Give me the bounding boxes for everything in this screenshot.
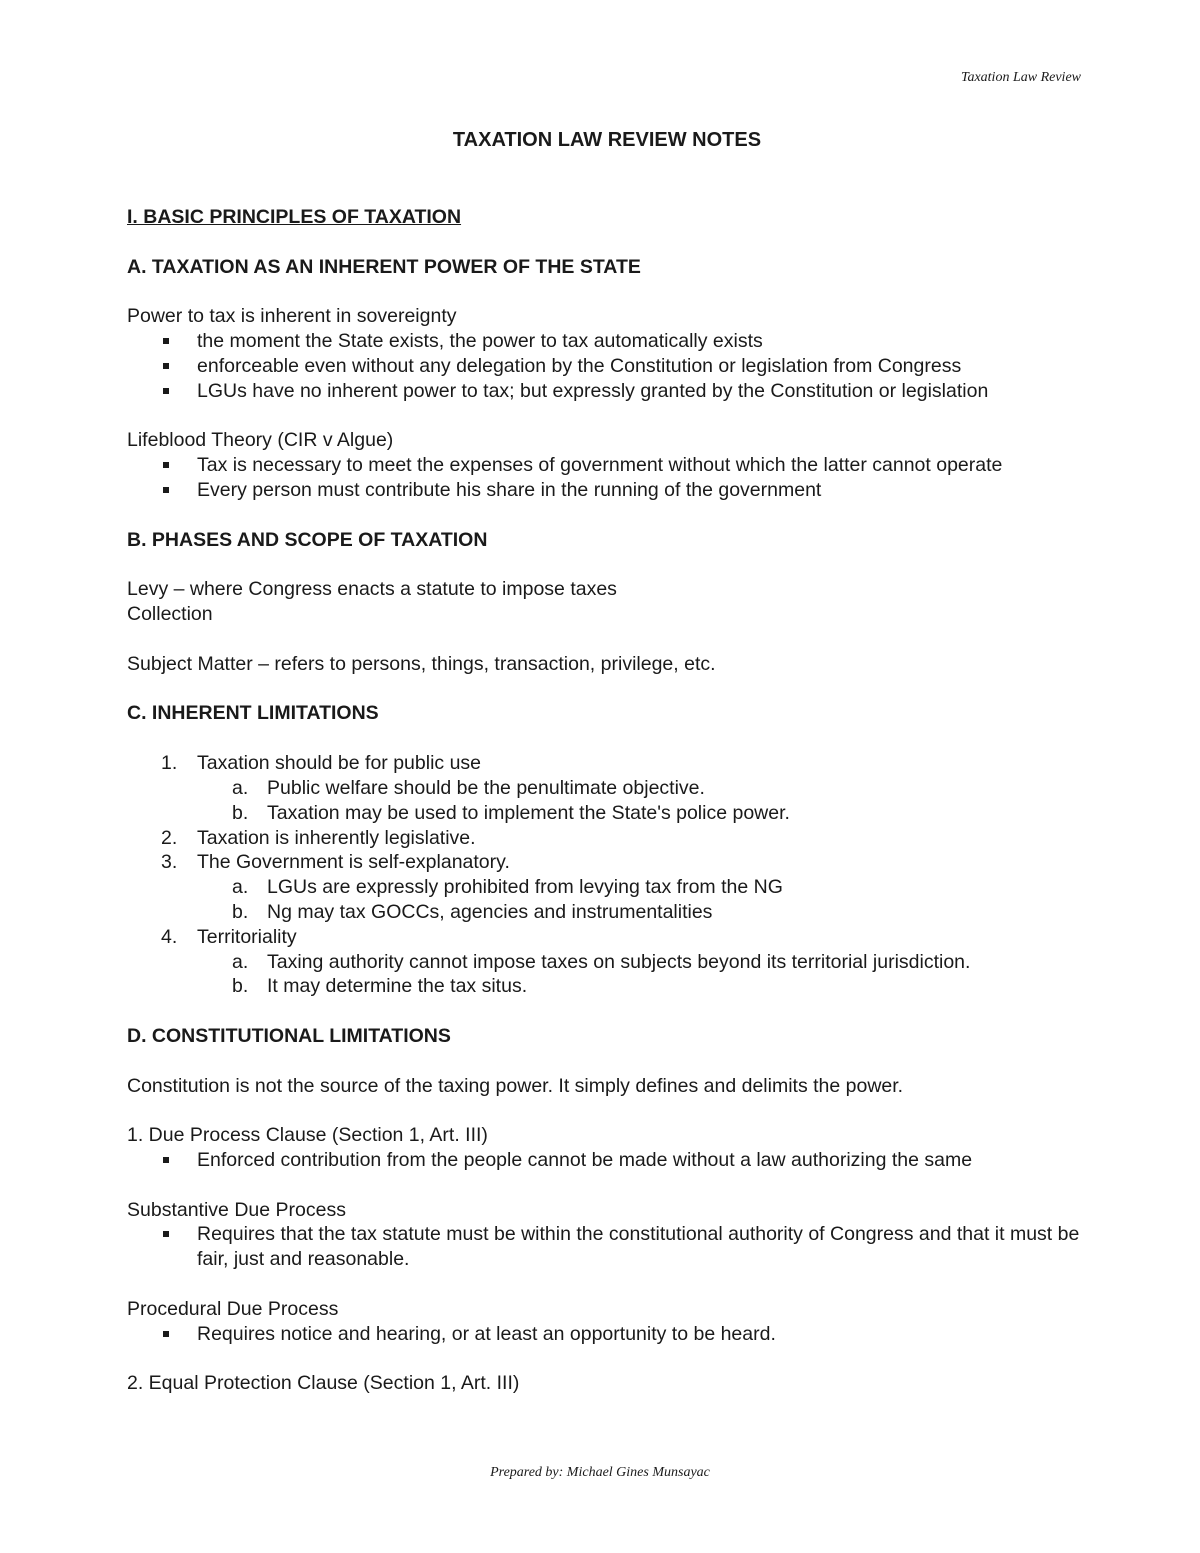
paragraph: Power to tax is inherent in sovereignty (127, 305, 457, 328)
paragraph: Constitution is not the source of the taxing power. It simply defines and delimits the power. (127, 1074, 904, 1097)
subheading: Procedural Due Process (127, 1297, 339, 1320)
item-text: Taxation may be used to implement the State's police power. (267, 801, 790, 824)
subheading: 2. Equal Protection Clause (Section 1, Art. III) (127, 1372, 520, 1395)
bullet-list (127, 1148, 1087, 1173)
bullet-item: Every person must contribute his share in the running of the government (197, 478, 1087, 503)
lettered-item (127, 801, 1087, 826)
item-letter: b. (232, 900, 249, 923)
bullet-item: Tax is necessary to meet the expenses of government without which the latter cannot operate (197, 453, 1087, 478)
item-text: It may determine the tax situs. (267, 975, 528, 998)
item-text: The Government is self-explanatory. (197, 851, 510, 874)
document-title: TAXATION LAW REVIEW NOTES (452, 129, 762, 151)
section-b-heading: B. PHASES AND SCOPE OF TAXATION (127, 528, 488, 551)
item-text: Taxation should be for public use (197, 752, 482, 775)
item-text: Taxing authority cannot impose taxes on subjects beyond its territorial jurisdiction. (267, 950, 971, 973)
item-number: 4. (161, 925, 178, 948)
bullet-item: Requires that the tax statute must be within the constitutional authority of Congress and that it must be fair, just and reasonable. (197, 1222, 1087, 1272)
bullet-list (127, 1322, 1087, 1347)
item-letter: a. (232, 876, 249, 899)
lettered-item (127, 974, 1087, 999)
bullet-item: enforceable even without any delegation by the Constitution or legislation from Congress (197, 354, 1087, 379)
section-d-heading: D. CONSTITUTIONAL LIMITATIONS (127, 1024, 451, 1047)
item-number: 3. (161, 851, 178, 874)
item-text: LGUs are expressly prohibited from levying tax from the NG (267, 876, 783, 899)
numbered-item (127, 826, 1087, 851)
subheading: Substantive Due Process (127, 1198, 346, 1221)
bullet-list (127, 1222, 1087, 1272)
bullet-list (127, 453, 1087, 503)
item-text: Ng may tax GOCCs, agencies and instrumentalities (267, 900, 713, 923)
item-text: Territoriality (197, 925, 297, 948)
numbered-item (127, 925, 1087, 999)
bullet-item: LGUs have no inherent power to tax; but expressly granted by the Constitution or legislation (197, 379, 1087, 404)
item-text: Public welfare should be the penultimate objective. (267, 776, 705, 799)
document-body (127, 128, 1087, 1396)
paragraph: Collection (127, 603, 213, 626)
lettered-item (127, 776, 1087, 801)
bullet-item: Requires notice and hearing, or at least an opportunity to be heard. (197, 1322, 1087, 1347)
paragraph: Subject Matter – refers to persons, things, transaction, privilege, etc. (127, 652, 716, 675)
item-letter: a. (232, 950, 249, 973)
bullet-item: the moment the State exists, the power to tax automatically exists (197, 329, 1087, 354)
lettered-item (127, 875, 1087, 900)
item-letter: b. (232, 801, 249, 824)
bullet-list (127, 329, 1087, 403)
lettered-item (127, 950, 1087, 975)
numbered-item (127, 751, 1087, 825)
running-header: Taxation Law Review (960, 70, 1081, 85)
lettered-list (197, 875, 1087, 925)
section-a-heading: A. TAXATION AS AN INHERENT POWER OF THE STATE (127, 255, 641, 278)
lettered-list (197, 776, 1087, 826)
numbered-item (127, 850, 1087, 924)
page-footer: Prepared by: Michael Gines Munsayac (490, 1465, 710, 1480)
section-c-heading: C. INHERENT LIMITATIONS (127, 702, 379, 725)
item-number: 2. (161, 826, 178, 849)
subheading: 1. Due Process Clause (Section 1, Art. III) (127, 1124, 488, 1147)
paragraph: Levy – where Congress enacts a statute to impose taxes (127, 578, 617, 601)
paragraph: Lifeblood Theory (CIR v Algue) (127, 429, 394, 452)
lettered-list (197, 950, 1087, 1000)
item-number: 1. (161, 752, 178, 775)
bullet-item: Enforced contribution from the people cannot be made without a law authorizing the same (197, 1148, 1087, 1173)
part-heading: I. BASIC PRINCIPLES OF TAXATION (127, 205, 462, 228)
lettered-item (127, 900, 1087, 925)
numbered-list (127, 751, 1087, 999)
item-text: Taxation is inherently legislative. (197, 826, 476, 849)
item-letter: a. (232, 776, 249, 799)
item-letter: b. (232, 975, 249, 998)
